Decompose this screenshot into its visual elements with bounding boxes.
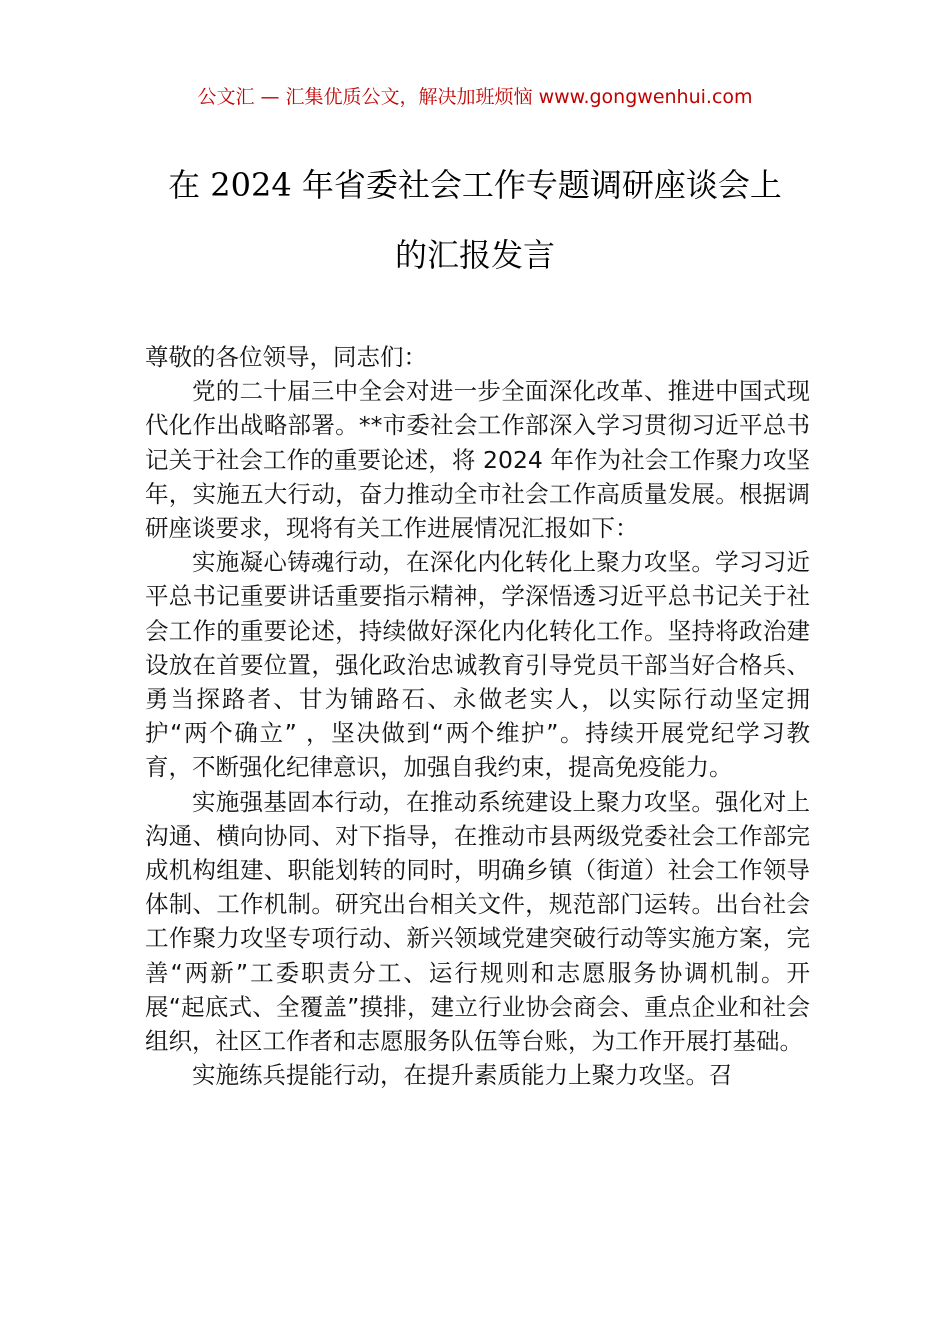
salutation: 尊敬的各位领导，同志们： — [145, 343, 427, 371]
document-body — [145, 340, 810, 1092]
paragraph-action-2: 实施强基固本行动，在推动系统建设上聚力攻坚。强化对上沟通、横向协同、对下指导，在推动市县两级党委社会工作部完成机构组建、职能划转的同时，明确乡镇（街道）社会工作领导体制、工作机制。研究出台相关文件，规范部门运转。出台社会工作聚力攻坚专项行动、新兴领域党建突破行动等实施方案，完善“两新”工委职责分工、运行规则和志愿服务协调机制。开展“起底式、全覆盖”摸排，建立行业协会商会、重点企业和社会组织，社区工作者和志愿服务队伍等台账，为工作开展打基础。 — [145, 787, 810, 1056]
document-title — [100, 150, 850, 290]
site-banner: 公文汇 — 汇集优质公文，解决加班烦恼 www.gongwenhui.com — [197, 86, 753, 108]
title-line-2: 的汇报发言 — [394, 236, 555, 274]
paragraph-action-3: 实施练兵提能行动，在提升素质能力上聚力攻坚。召 — [192, 1061, 733, 1090]
paragraph-action-1: 实施凝心铸魂行动，在深化内化转化上聚力攻坚。学习习近平总书记重要讲话重要指示精神，学深悟透习近平总书记关于社会工作的重要论述，持续做好深化内化转化工作。坚持将政治建设放在首要位置，强化政治忠诚教育引导党员干部当好合格兵、勇当探路者、甘为铺路石、永做老实人，以实际行动坚定拥护“两个确立” ，坚决做到“两个维护”。持续开展党纪学习教育，不断强化纪律意识，加强自我约束，提高免疫能力。 — [145, 548, 810, 782]
title-line-1: 在 2024 年省委社会工作专题调研座谈会上 — [168, 166, 782, 204]
paragraph-intro: 党的二十届三中全会对进一步全面深化改革、推进中国式现代化作出战略部署。**市委社会工作部深入学习贯彻习近平总书记关于社会工作的重要论述，将 2024 年作为社会工作聚力攻坚年，实施五大行动，奋力推动全市社会工作高质量发展。根据调研座谈要求，现将有关工作进展情况汇报如下： — [145, 377, 810, 543]
